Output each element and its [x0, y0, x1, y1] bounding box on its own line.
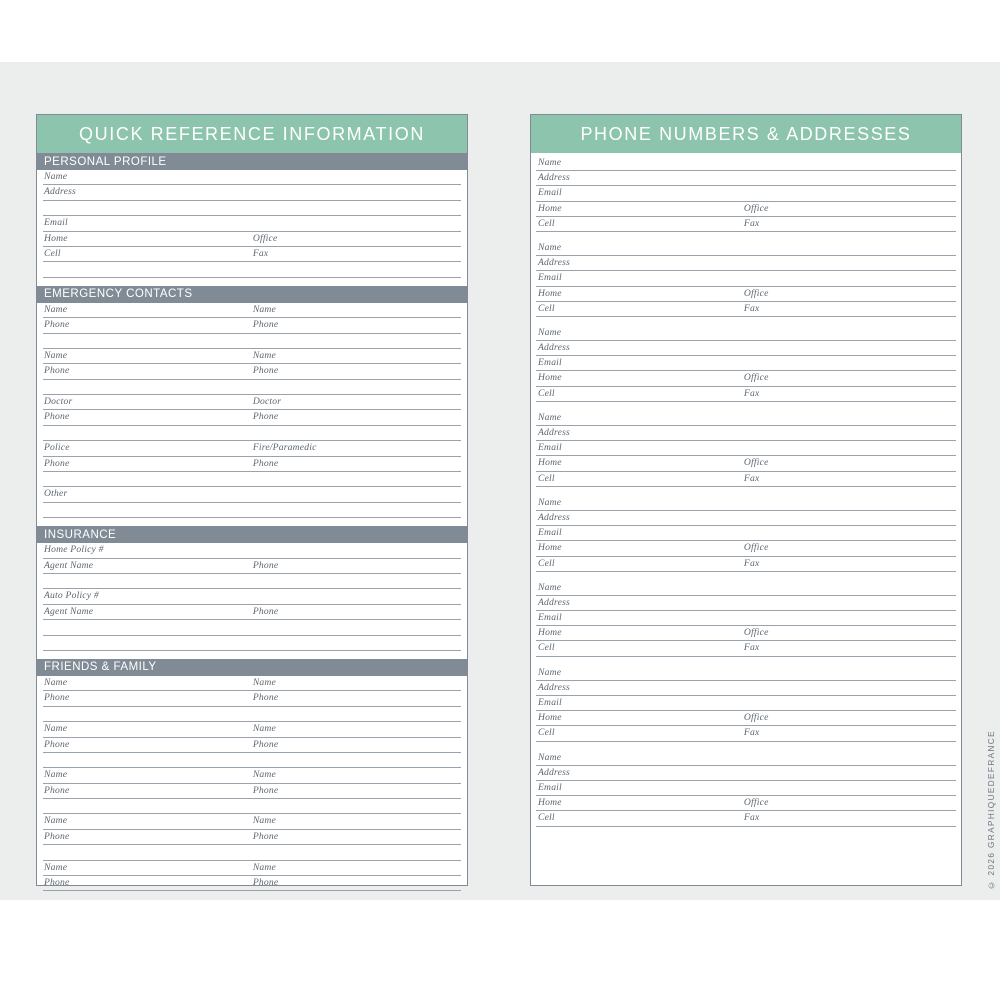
- form-row[interactable]: [43, 380, 461, 395]
- form-row[interactable]: [536, 496, 956, 511]
- form-row[interactable]: [536, 596, 956, 611]
- form-row[interactable]: [43, 845, 461, 860]
- form-row[interactable]: [536, 156, 956, 171]
- field-label: Phone: [44, 738, 70, 750]
- form-row[interactable]: [536, 186, 956, 201]
- contact-entry: [536, 156, 956, 232]
- contact-entry: [536, 581, 956, 657]
- field-label: Home: [538, 627, 562, 639]
- section-spacer: [37, 651, 467, 659]
- form-row[interactable]: [43, 589, 461, 604]
- form-row[interactable]: [43, 364, 461, 379]
- section-rows: [37, 303, 467, 518]
- field-label: Phone: [44, 830, 70, 842]
- field-label: Phone: [252, 877, 279, 889]
- form-row[interactable]: [43, 216, 461, 231]
- field-label: Cell: [538, 472, 555, 484]
- field-label: Fax: [743, 727, 760, 739]
- form-row[interactable]: [536, 511, 956, 526]
- left-page-body: [37, 153, 467, 891]
- form-row[interactable]: [536, 256, 956, 271]
- field-label: Fax: [252, 247, 269, 259]
- form-row[interactable]: [536, 426, 956, 441]
- field-label: Phone: [252, 365, 279, 377]
- form-row[interactable]: [43, 738, 461, 753]
- field-label: Home: [44, 232, 68, 244]
- form-row[interactable]: [43, 861, 461, 876]
- field-label: Fax: [743, 387, 760, 399]
- field-label: Address: [538, 596, 570, 608]
- field-label: Cell: [538, 217, 555, 229]
- field-label: Phone: [252, 559, 279, 571]
- field-label: Name: [44, 349, 68, 361]
- form-row[interactable]: [43, 349, 461, 364]
- field-label: Address: [538, 511, 570, 523]
- contact-entry: [536, 751, 956, 827]
- field-label: Name: [538, 751, 562, 763]
- field-label: Phone: [252, 830, 279, 842]
- form-row[interactable]: [43, 318, 461, 333]
- field-label: Agent Name: [44, 605, 94, 617]
- form-row[interactable]: [536, 811, 956, 826]
- field-label: Address: [44, 186, 76, 198]
- field-label: Name: [44, 723, 68, 735]
- field-label: Phone: [44, 692, 70, 704]
- form-row[interactable]: [43, 605, 461, 620]
- field-label: Phone: [44, 365, 70, 377]
- form-row[interactable]: [536, 711, 956, 726]
- form-row[interactable]: [536, 541, 956, 556]
- field-label: Home: [538, 457, 562, 469]
- section-heading: FRIENDS & FAMILY: [37, 659, 467, 676]
- field-label: Email: [538, 781, 562, 793]
- field-label: Name: [252, 861, 277, 873]
- form-row[interactable]: [536, 387, 956, 402]
- field-label: Address: [538, 427, 570, 438]
- form-row[interactable]: [536, 611, 956, 626]
- field-label: Name: [252, 769, 277, 781]
- field-label: Email: [538, 187, 562, 199]
- form-row[interactable]: [43, 722, 461, 737]
- form-row[interactable]: [536, 751, 956, 766]
- field-label: Office: [743, 372, 769, 384]
- form-row[interactable]: [536, 726, 956, 741]
- field-label: Doctor: [252, 396, 282, 408]
- section-heading: PERSONAL PROFILE: [37, 153, 467, 170]
- field-label: Fax: [743, 302, 760, 314]
- form-row[interactable]: [536, 302, 956, 317]
- field-label: Phone: [252, 411, 279, 423]
- form-row[interactable]: [43, 784, 461, 799]
- field-label: Name: [538, 496, 562, 508]
- right-page-body: [531, 153, 961, 827]
- field-label: Name: [44, 861, 68, 873]
- form-row[interactable]: [536, 202, 956, 217]
- section-heading: EMERGENCY CONTACTS: [37, 286, 467, 303]
- contact-entry: [536, 496, 956, 572]
- form-row[interactable]: [43, 334, 461, 349]
- field-label: Fax: [743, 642, 760, 654]
- form-row[interactable]: [43, 814, 461, 829]
- form-row[interactable]: [43, 768, 461, 783]
- field-label: Doctor: [44, 396, 73, 408]
- form-row[interactable]: [43, 636, 461, 651]
- field-label: Office: [743, 712, 769, 724]
- form-row[interactable]: [536, 411, 956, 426]
- form-row[interactable]: [536, 241, 956, 256]
- field-label: Home: [538, 712, 562, 724]
- form-row[interactable]: [536, 326, 956, 341]
- field-label: Name: [538, 411, 562, 423]
- form-row[interactable]: [536, 526, 956, 541]
- field-label: Name: [252, 303, 277, 315]
- section-spacer: [37, 278, 467, 286]
- field-label: Cell: [538, 557, 555, 569]
- form-row[interactable]: [43, 395, 461, 410]
- contact-entry: [536, 666, 956, 742]
- form-row[interactable]: [536, 781, 956, 796]
- section-heading: INSURANCE: [37, 526, 467, 543]
- field-label: Name: [44, 171, 68, 182]
- form-row[interactable]: [43, 232, 461, 247]
- field-label: Address: [538, 342, 570, 354]
- field-label: Phone: [252, 457, 279, 469]
- field-label: Home Policy #: [44, 544, 104, 556]
- field-label: Phone: [252, 738, 279, 750]
- field-label: Home: [538, 797, 562, 809]
- field-label: Email: [538, 612, 562, 624]
- form-row[interactable]: [536, 456, 956, 471]
- left-page-title: QUICK REFERENCE INFORMATION: [37, 115, 467, 153]
- field-label: Email: [538, 697, 562, 708]
- form-row[interactable]: [43, 472, 461, 487]
- field-label: Office: [252, 232, 278, 244]
- form-row[interactable]: [43, 830, 461, 845]
- form-row[interactable]: [536, 217, 956, 232]
- field-label: Name: [252, 676, 277, 688]
- contact-entry: [536, 241, 956, 317]
- field-label: Fax: [743, 557, 760, 569]
- field-label: Cell: [538, 727, 555, 739]
- field-label: Home: [538, 202, 562, 214]
- field-label: Cell: [538, 302, 555, 314]
- field-label: Home: [538, 542, 562, 554]
- entry-spacer: [536, 317, 956, 326]
- field-label: Office: [743, 627, 769, 639]
- field-label: Phone: [44, 411, 70, 423]
- form-row[interactable]: [536, 341, 956, 356]
- field-label: Phone: [252, 784, 279, 796]
- entry-spacer: [536, 232, 956, 241]
- entry-spacer: [536, 657, 956, 666]
- form-row[interactable]: [43, 201, 461, 216]
- field-label: Name: [538, 241, 562, 253]
- right-page-title: PHONE NUMBERS & ADDRESSES: [531, 115, 961, 153]
- field-label: Email: [538, 527, 562, 539]
- field-label: Home: [538, 287, 562, 299]
- field-label: Name: [538, 157, 562, 168]
- form-row[interactable]: [43, 303, 461, 318]
- form-row[interactable]: [536, 581, 956, 596]
- right-sheet: [530, 114, 962, 886]
- field-label: Email: [538, 272, 562, 284]
- form-row[interactable]: [43, 441, 461, 456]
- field-label: Name: [538, 581, 562, 593]
- form-row[interactable]: [43, 543, 461, 558]
- field-label: Phone: [44, 457, 70, 469]
- field-label: Name: [44, 815, 68, 827]
- form-row[interactable]: [43, 185, 461, 200]
- form-row[interactable]: [43, 691, 461, 706]
- field-label: Phone: [252, 692, 279, 704]
- form-row[interactable]: [43, 753, 461, 768]
- form-row[interactable]: [536, 356, 956, 371]
- entry-spacer: [536, 402, 956, 411]
- entry-spacer: [536, 742, 956, 751]
- form-row[interactable]: [43, 574, 461, 589]
- form-row[interactable]: [43, 676, 461, 691]
- field-label: Name: [252, 349, 277, 361]
- field-label: Phone: [252, 605, 279, 617]
- form-row[interactable]: [536, 796, 956, 811]
- field-label: Phone: [44, 877, 70, 889]
- form-row[interactable]: [43, 457, 461, 472]
- form-row[interactable]: [536, 287, 956, 302]
- field-label: Agent Name: [44, 559, 94, 571]
- form-row[interactable]: [43, 426, 461, 441]
- form-row[interactable]: [43, 247, 461, 262]
- left-sheet: [36, 114, 468, 889]
- form-row[interactable]: [536, 171, 956, 186]
- field-label: Email: [538, 357, 562, 369]
- contact-entry: [536, 411, 956, 487]
- field-label: Phone: [44, 784, 70, 796]
- section-rows: [37, 543, 467, 651]
- field-label: Home: [538, 372, 562, 384]
- field-label: Name: [44, 303, 68, 315]
- field-label: Email: [538, 442, 562, 454]
- form-row[interactable]: [43, 559, 461, 574]
- field-label: Phone: [252, 319, 279, 331]
- field-label: Name: [538, 326, 562, 338]
- form-row[interactable]: [536, 626, 956, 641]
- form-row[interactable]: [536, 696, 956, 711]
- field-label: Name: [252, 815, 277, 827]
- field-label: Office: [743, 202, 769, 214]
- form-row[interactable]: [536, 371, 956, 386]
- field-label: Office: [743, 457, 769, 469]
- field-label: Name: [44, 676, 68, 688]
- form-row[interactable]: [43, 503, 461, 518]
- copyright-notice: © 2026 GRAPHIQUEDEFRANCE: [987, 730, 996, 890]
- form-row[interactable]: [536, 557, 956, 572]
- form-row[interactable]: [43, 876, 461, 891]
- field-label: Address: [538, 681, 570, 693]
- form-row[interactable]: [43, 707, 461, 722]
- form-row[interactable]: [536, 441, 956, 456]
- field-label: Cell: [538, 812, 555, 824]
- field-label: Cell: [538, 642, 555, 654]
- field-label: Office: [743, 797, 769, 809]
- field-label: Cell: [44, 247, 61, 259]
- field-label: Address: [538, 257, 570, 269]
- field-label: Email: [44, 217, 68, 229]
- field-label: Name: [44, 769, 68, 781]
- field-label: Office: [743, 542, 769, 554]
- form-row[interactable]: [43, 410, 461, 425]
- field-label: Name: [538, 666, 562, 678]
- field-label: Fax: [743, 472, 760, 484]
- section-rows: [37, 170, 467, 278]
- form-row[interactable]: [536, 666, 956, 681]
- field-label: Police: [44, 442, 70, 454]
- entry-spacer: [536, 572, 956, 581]
- form-row[interactable]: [43, 620, 461, 635]
- field-label: Auto Policy #: [44, 590, 99, 602]
- form-row[interactable]: [536, 766, 956, 781]
- field-label: Fax: [743, 217, 760, 229]
- section-rows: [37, 676, 467, 891]
- form-row[interactable]: [43, 170, 461, 185]
- contact-entry: [536, 326, 956, 402]
- form-row[interactable]: [536, 681, 956, 696]
- form-row[interactable]: [43, 262, 461, 277]
- field-label: Cell: [538, 387, 555, 399]
- form-row[interactable]: [536, 472, 956, 487]
- field-label: Office: [743, 287, 769, 299]
- field-label: Address: [538, 172, 570, 184]
- field-label: Name: [252, 723, 277, 735]
- section-spacer: [37, 518, 467, 526]
- field-label: Other: [44, 488, 68, 500]
- form-row[interactable]: [536, 641, 956, 656]
- field-label: Fire/Paramedic: [252, 442, 317, 454]
- form-row[interactable]: [536, 271, 956, 286]
- entry-spacer: [536, 487, 956, 496]
- form-row[interactable]: [43, 487, 461, 502]
- field-label: Fax: [743, 812, 760, 824]
- form-row[interactable]: [43, 799, 461, 814]
- field-label: Address: [538, 766, 570, 778]
- field-label: Phone: [44, 319, 70, 331]
